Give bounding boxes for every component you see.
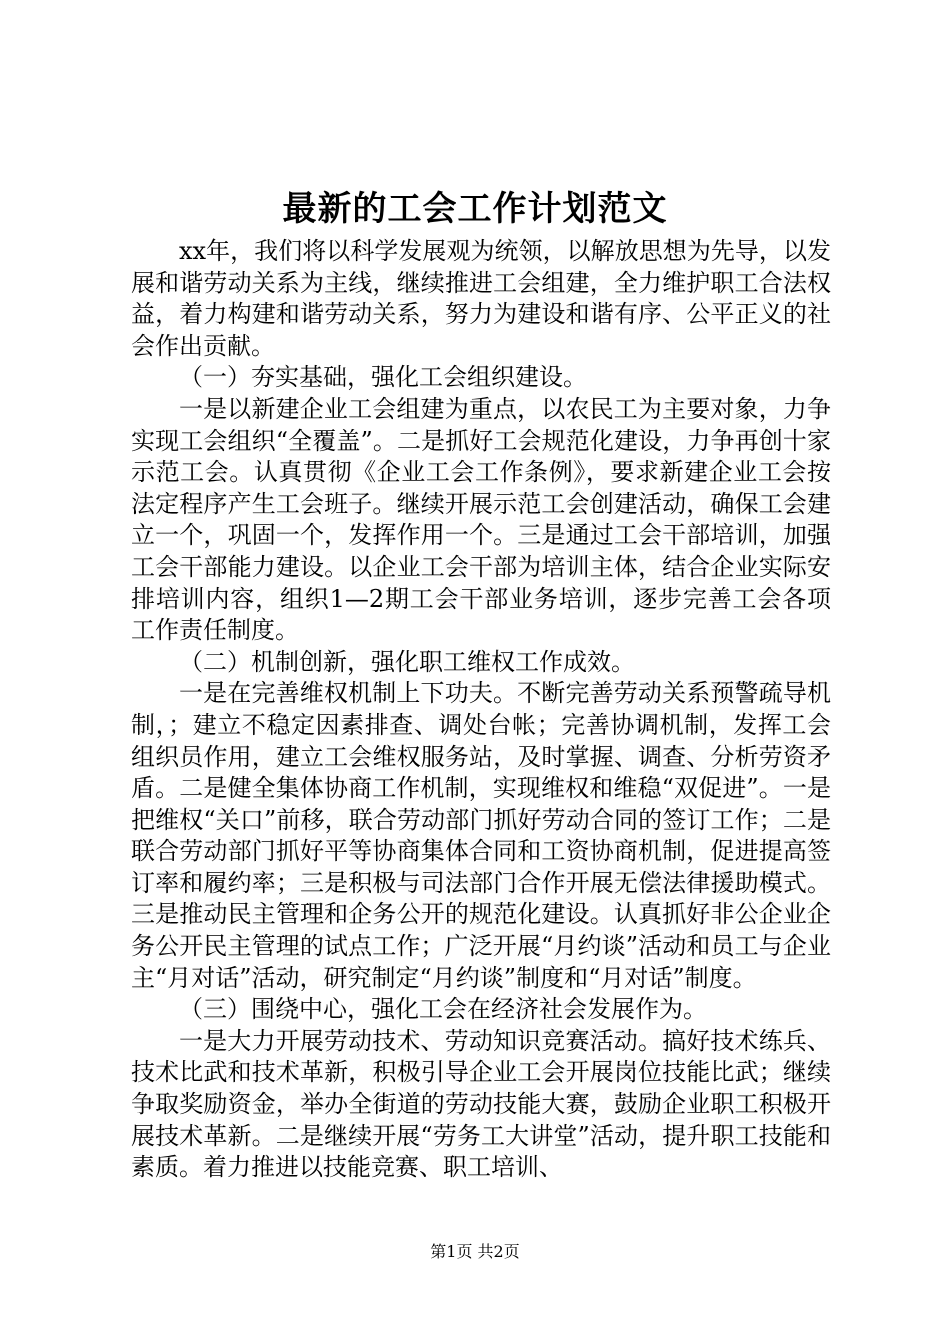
section-heading-2: （二）机制创新，强化职工维权工作成效。 <box>179 647 635 676</box>
paragraph-section-2: 一是在完善维权机制上下功夫。不断完善劳动关系预警疏导机制，；建立不稳定因素排查、调处台帐；完善协调机制，发挥工会组织员作用，建立工会维权服务站，及时掌握、调查、分析劳资矛盾。二是健全集体协商工作机制，实现维权和维稳“双促进”。一是把维权“关口”前移，联合劳动部门抓好劳动合同的签订工作；二是联合劳动部门抓好平等协商集体合同和工资协商机制，促进提高签订率和履约率；三是积极与司法部门合作开展无偿法律援助模式。三是推动民主管理和企务公开的规范化建设。认真抓好非公企业企务公开民主管理的试点工作；广泛开展“月约谈”活动和员工与企业主“月对话”活动，研究制定“月约谈”制度和“月对话”制度。 <box>131 679 831 992</box>
page-number-footer: 第1页 共2页 <box>430 1242 520 1261</box>
document-body <box>131 236 831 1184</box>
paragraph-section-1: 一是以新建企业工会组建为重点，以农民工为主要对象，力争实现工会组织“全覆盖”。二是抓好工会规范化建设，力争再创十家示范工会。认真贯彻《企业工会工作条例》，要求新建企业工会按法定程序产生工会班子。继续开展示范工会创建活动，确保工会建立一个，巩固一个，发挥作用一个。三是通过工会干部培训，加强工会干部能力建设。以企业工会干部为培训主体，结合企业实际安排培训内容，组织1—2期工会干部业务培训，逐步完善工会各项工作责任制度。 <box>131 394 831 645</box>
document-title: 最新的工会工作计划范文 <box>282 189 668 229</box>
paragraph-intro: xx年，我们将以科学发展观为统领，以解放思想为先导，以发展和谐劳动关系为主线，继续推进工会组建，全力维护职工合法权益，着力构建和谐劳动关系，努力为建设和谐有序、公平正义的社会作出贡献。 <box>131 237 831 360</box>
section-heading-3: （三）围绕中心，强化工会在经济社会发展作为。 <box>179 995 707 1024</box>
paragraph-section-3: 一是大力开展劳动技术、劳动知识竞赛活动。搞好技术练兵、技术比武和技术革新，积极引导企业工会开展岗位技能比武；继续争取奖励资金，举办全街道的劳动技能大赛，鼓励企业职工积极开展技术革新。二是继续开展“劳务工大讲堂”活动，提升职工技能和素质。着力推进以技能竞赛、职工培训、 <box>131 1026 831 1182</box>
section-heading-1: （一）夯实基础，强化工会组织建设。 <box>179 363 587 392</box>
